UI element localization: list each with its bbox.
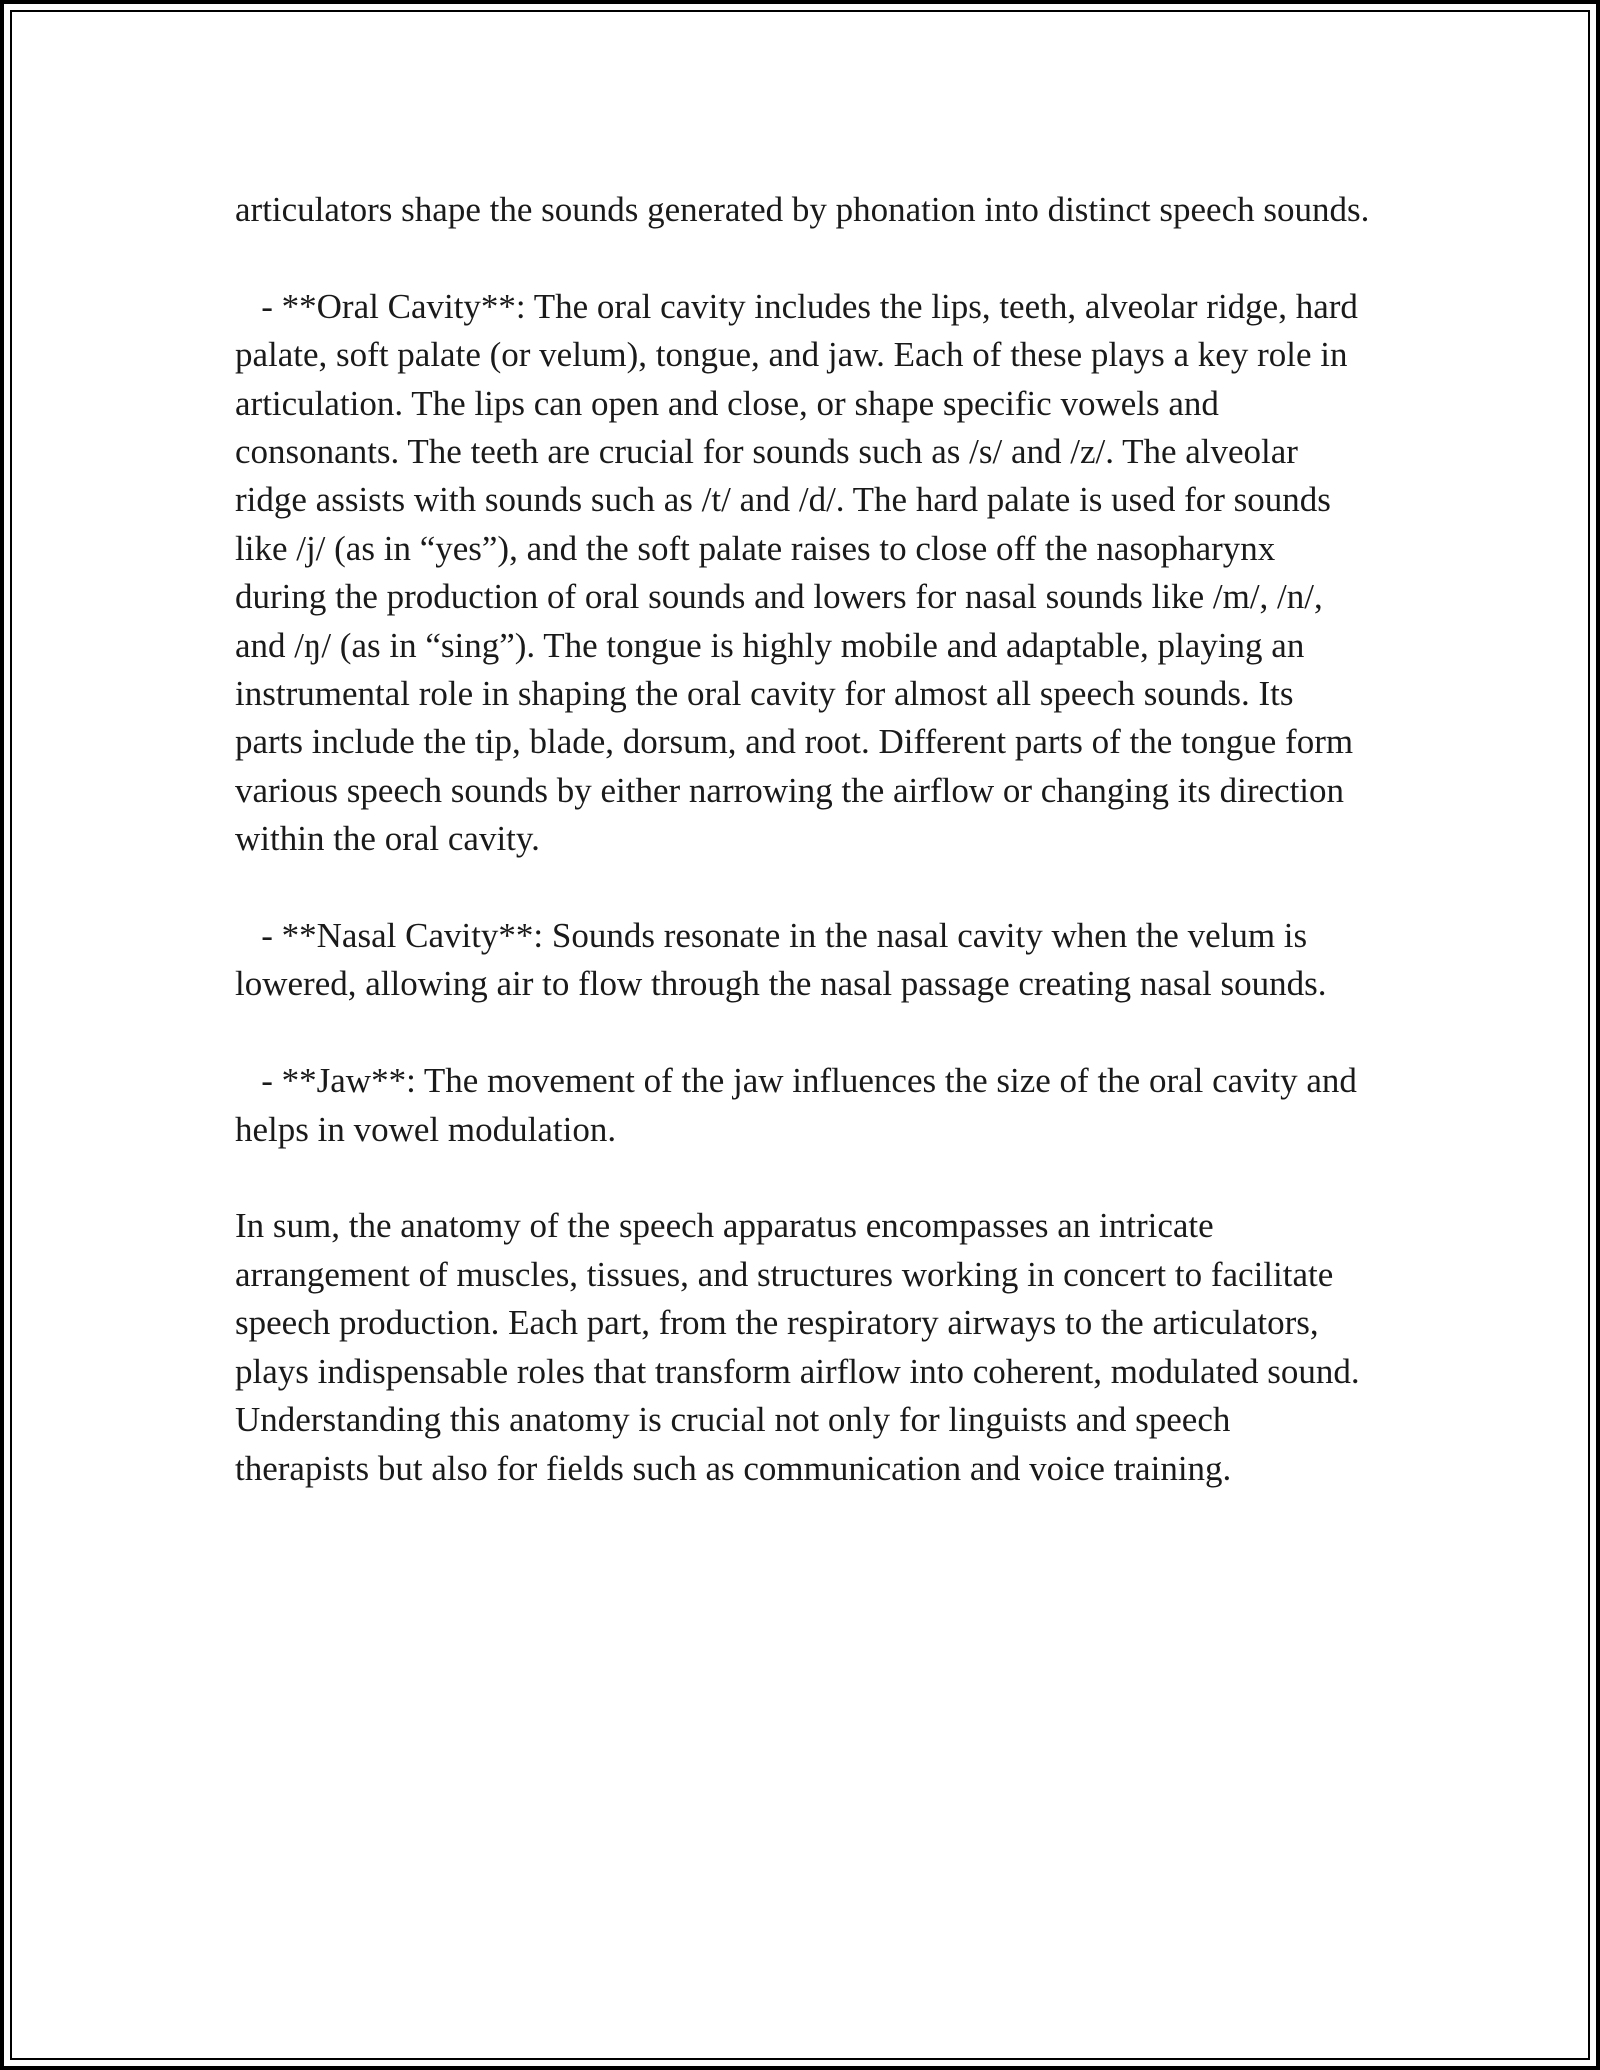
document-body bbox=[235, 186, 1370, 1541]
paragraph-articulators-intro: articulators shape the sounds generated by phonation into distinct speech sounds. bbox=[235, 190, 1370, 229]
paragraph-oral-cavity: - **Oral Cavity**: The oral cavity includes the lips, teeth, alveolar ridge, hard palate, soft palate (or velum), tongue, and jaw. Each of these plays a key role in articulation. The lips can open and close, or shape specific vowels and consonants. The teeth are crucial for sounds such as /s/ and /z/. The alveolar ridge assists with sounds such as /t/ and /d/. The hard palate is used for sounds like /j/ (as in “yes”), and the soft palate raises to close off the nasopharynx during the production of oral sounds and lowers for nasal sounds like /m/, /n/, and /ŋ/ (as in “sing”). The tongue is highly mobile and adaptable, playing an instrumental role in shaping the oral cavity for almost all speech sounds. Its parts include the tip, blade, dorsum, and root. Different parts of the tongue form various speech sounds by either narrowing the airflow or changing its direction within the oral cavity. bbox=[235, 286, 1367, 859]
paragraph-summary: In sum, the anatomy of the speech apparatus encompasses an intricate arrangement of muscles, tissues, and structures working in concert to facilitate speech production. Each part, from the respiratory airways to the articulators, plays indispensable roles that transform airflow into coherent, modulated sound. Understanding this anatomy is crucial not only for linguists and speech therapists but also for fields such as communication and voice training. bbox=[235, 1206, 1369, 1488]
paragraph-nasal-cavity: - **Nasal Cavity**: Sounds resonate in the nasal cavity when the velum is lowered, allowing air to flow through the nasal passage creating nasal sounds. bbox=[235, 916, 1327, 1004]
paragraph-jaw: - **Jaw**: The movement of the jaw influences the size of the oral cavity and helps in vowel modulation. bbox=[235, 1061, 1366, 1149]
